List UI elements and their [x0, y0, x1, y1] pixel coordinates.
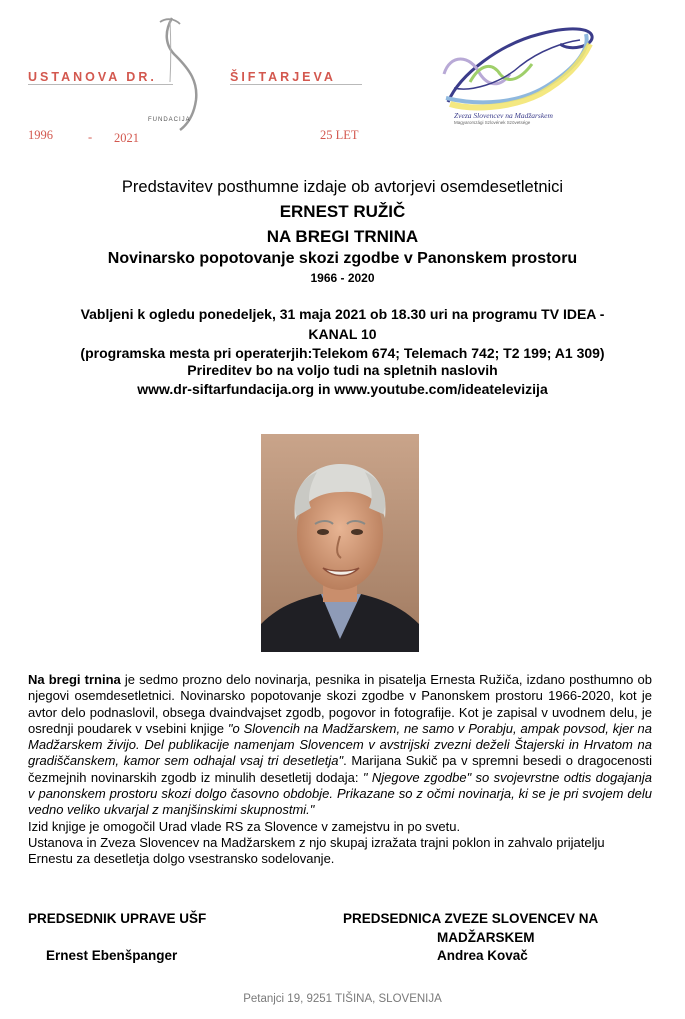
book-title: NA BREGI TRNINA: [266, 227, 419, 246]
body-paragraph-3: Ustanova in Zveza Slovencev na Madžarskem z njo skupaj izražata trajni poklon in zahvalo prijatelju Ernestu za desetletja dolgo vsestransko sodelovanje.: [28, 834, 605, 867]
invitation-line-4: Prireditev bo na voljo tudi na spletnih naslovih: [187, 362, 498, 378]
body-text-1a: je sedmo prozno delo novinarja, pesnika in pisatelja Ernesta Ružiča, izdano posthumno ob njegovi osemdesetletnici. Novinarsko popotovanje skozi zgodbe v Panonskem prostoru 1966-2020, kot je avtor delo podnaslovil, obsega dvaindvajset zgodb, pogovor in fotografije. Kot je zapisal v uvodnem delu, je osrednji poudarek v vsebini knjige: [28, 672, 652, 736]
author-portrait: [261, 434, 419, 652]
ustanova-logo: [20, 12, 380, 152]
year-end: 2021: [114, 131, 139, 145]
body-paragraph-2: Izid knjige je omogočil Urad vlade RS za Slovence v zamejstvu in po svetu.: [28, 818, 461, 834]
year-dash: -: [88, 130, 93, 144]
body-text-1b: . Marijana Sukič pa v spremni besedi o dragocenosti čezmejnih novinarskih zgodb iz minulih desetletij dodaja:: [28, 753, 652, 785]
zveza-logo-sub: Magyarországi Szlovének Szövetsége: [454, 120, 531, 125]
body-title-bold: Na bregi trnina: [28, 672, 121, 687]
signature-left-title: PREDSEDNIK UPRAVE UŠF: [28, 911, 207, 926]
author-name: ERNEST RUŽIČ: [279, 202, 406, 221]
anniversary: 25 LET: [320, 128, 359, 142]
footer-address: Petanjci 19, 9251 TIŠINA, SLOVENIJA: [243, 993, 442, 1005]
signature-right-name: Andrea Kovač: [437, 948, 528, 963]
logo-rule-right: [230, 84, 362, 85]
logo-word-left: USTANOVA DR.: [28, 70, 157, 84]
signature-right-title-2: MADŽARSKEM: [437, 930, 535, 945]
book-subtitle: Novinarsko popotovanje skozi zgodbe v Panonskem prostoru: [107, 250, 578, 267]
logo-rule-left: [28, 84, 173, 85]
invitation-line-2: KANAL 10: [308, 326, 377, 342]
invitation-line-1: Vabljeni k ogledu ponedeljek, 31 maja 2021 ob 18.30 uri na programu TV IDEA -: [80, 306, 605, 322]
zveza-logo: [440, 14, 600, 129]
invitation-line-3: (programska mesta pri operaterjih:Telekom 674; Telemach 742; T2 199; A1 309): [80, 345, 605, 361]
logo-word-right: ŠIFTARJEVA: [230, 70, 336, 84]
zveza-logo-graphic: [440, 14, 600, 114]
invitation-line-5: www.dr-siftarfundacija.org in www.youtube.com/ideatelevizija: [137, 381, 548, 397]
signature-right-title-1: PREDSEDNICA ZVEZE SLOVENCEV NA: [343, 911, 599, 926]
year-start: 1996: [28, 128, 53, 142]
body-quote-1: "o Slovencih na Madžarskem, ne samo v Porabju, ampak povsod, kjer na Madžarskem živijo. Del publikacije namenjam Slovencem v avstrijski zvezni deželi Štajerski in Hrvatom na gradiščanskem, kamor sem odhajal vsaj tri desetletja": [28, 720, 652, 769]
logo-fundacija: FUNDACIJA: [148, 117, 191, 123]
zveza-logo-name: Zveza Slovencev na Madžarskem: [454, 111, 553, 120]
intro-line: Predstavitev posthumne izdaje ob avtorjevi osemdesetletnici: [121, 178, 564, 196]
portrait-image: [261, 434, 419, 652]
body-paragraph-1: [28, 672, 652, 819]
body-text: [28, 672, 652, 868]
signature-left-name: Ernest Ebenšpanger: [46, 948, 178, 963]
book-years: 1966 - 2020: [310, 271, 375, 285]
body-quote-2: " Njegove zgodbe" so svojevrstne odtis dogajanja v panonskem prostoru skozi dolgo časovno obdobje. Prikazane so z očmi novinarja, ki se je pri svojem delu vedno veliko ukvarjal z manjšinskimi skupnostmi.": [28, 769, 653, 818]
